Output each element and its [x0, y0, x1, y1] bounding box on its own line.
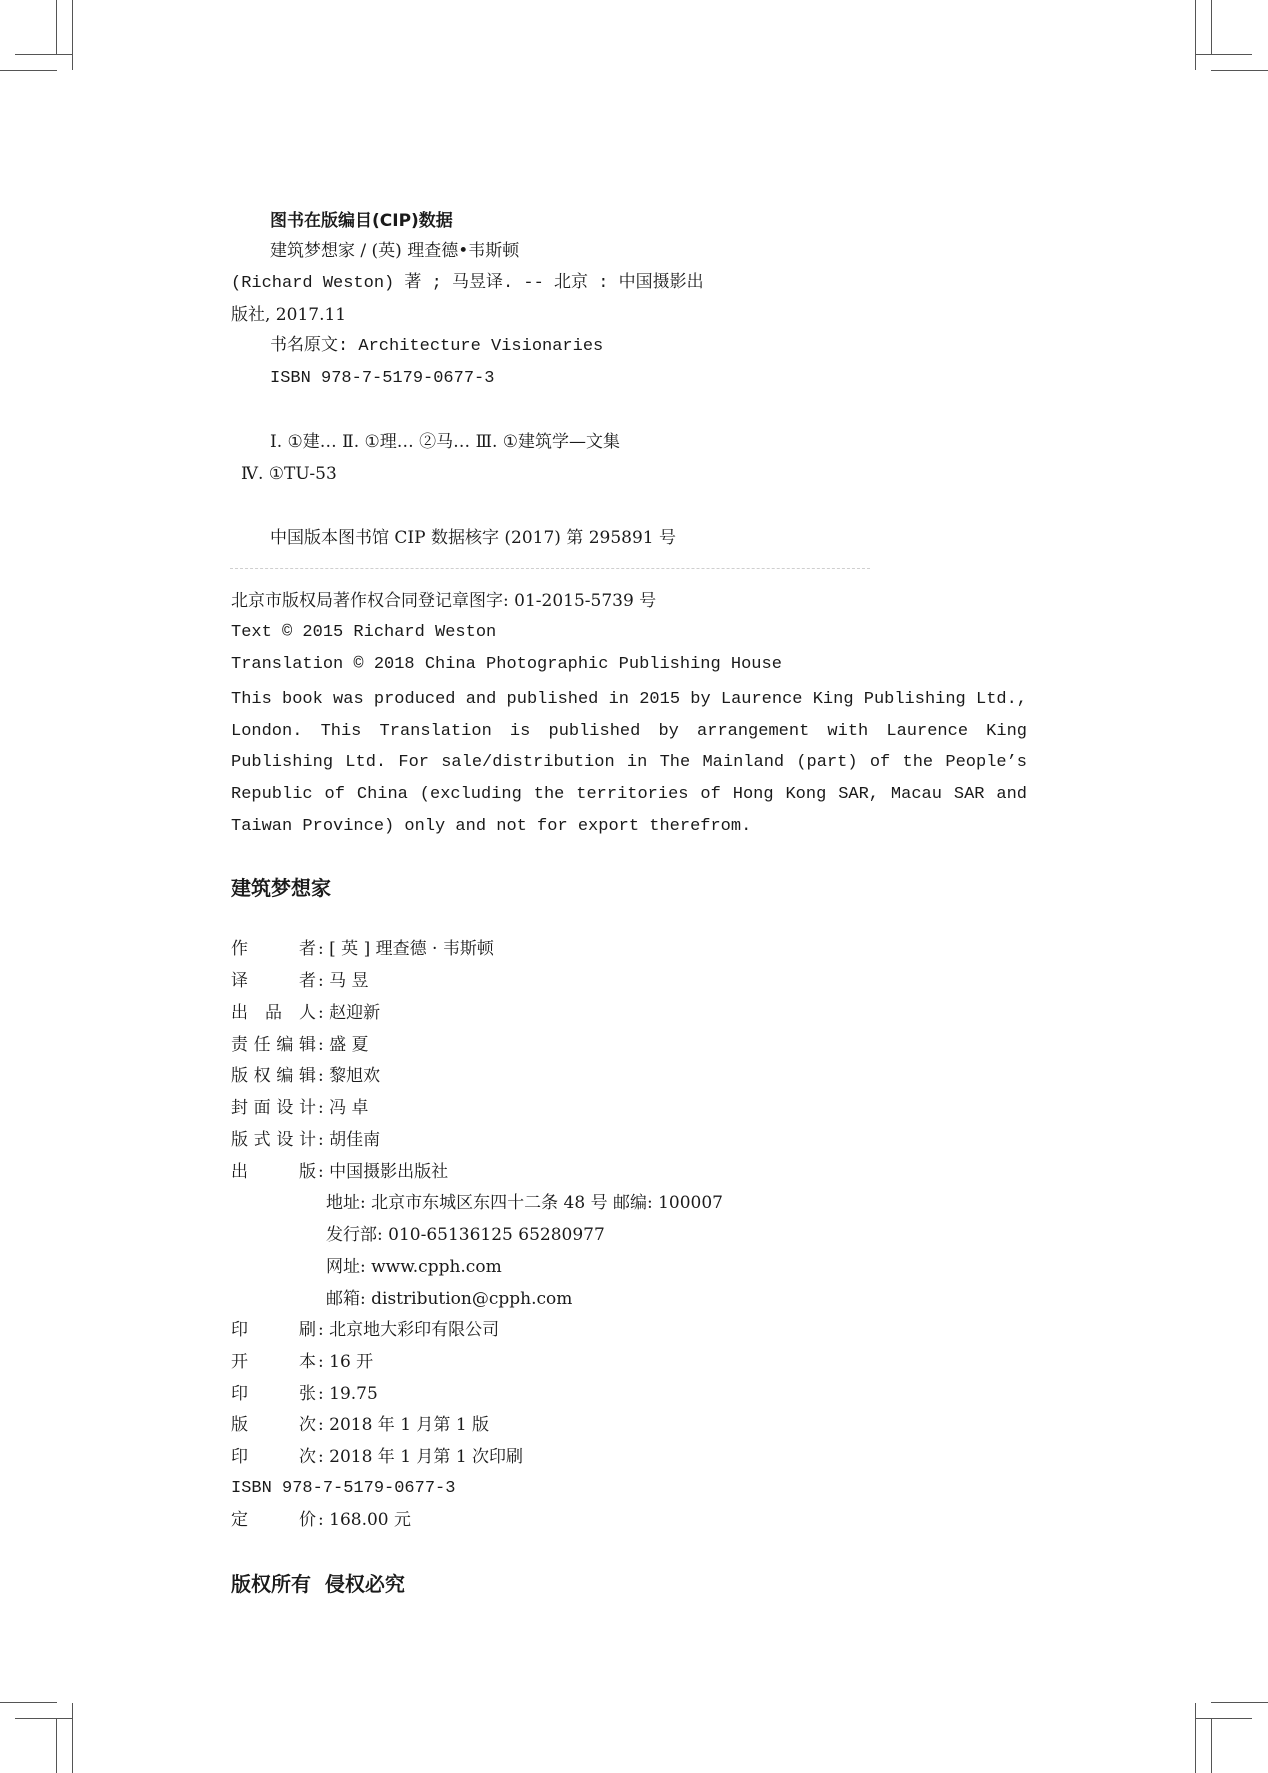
- publisher-address: 地址: 北京市东城区东四十二条 48 号 邮编: 100007: [326, 1193, 724, 1213]
- spec-label-edition: 版次: [231, 1415, 316, 1435]
- credit-label-layout-design: 版式设计: [231, 1130, 316, 1150]
- credit-label-translator: 译者: [231, 971, 316, 991]
- spec-value-sheets: : 19.75: [318, 1384, 378, 1404]
- credit-value-author: : [ 英 ] 理查德 · 韦斯顿: [318, 939, 494, 959]
- crop-mark-top-left-h2: [15, 54, 73, 55]
- spec-value-edition: : 2018 年 1 月第 1 版: [318, 1415, 490, 1435]
- book-title: 建筑梦想家: [231, 876, 331, 900]
- crop-mark-bottom-left-v: [72, 1703, 73, 1773]
- cip-line-isbn: ISBN 978-7-5179-0677-3: [270, 369, 495, 388]
- credit-label-publisher: 出版: [231, 1162, 316, 1182]
- crop-mark-bottom-right-h2: [1195, 1718, 1252, 1719]
- spec-value-printer: : 北京地大彩印有限公司: [318, 1320, 500, 1340]
- credit-value-layout-design: : 胡佳南: [318, 1130, 381, 1150]
- crop-mark-top-left-h: [0, 70, 57, 71]
- crop-mark-bottom-left-v2: [56, 1718, 57, 1773]
- cip-line-record-number: 中国版本图书馆 CIP 数据核字 (2017) 第 295891 号: [270, 528, 677, 548]
- crop-mark-bottom-right-h: [1211, 1702, 1268, 1703]
- crop-mark-top-right-v: [1195, 0, 1196, 70]
- spec-label-printer: 印刷: [231, 1320, 316, 1340]
- credit-label-author: 作者: [231, 939, 316, 959]
- credit-value-editor: : 盛 夏: [318, 1035, 369, 1055]
- crop-mark-bottom-right-v2: [1211, 1718, 1212, 1773]
- publisher-email: 邮箱: distribution@cpph.com: [326, 1289, 573, 1309]
- book-isbn: ISBN 978-7-5179-0677-3: [231, 1479, 456, 1498]
- cip-line-author-translator: (Richard Weston) 著 ; 马昱译. -- 北京 : 中国摄影出: [231, 274, 704, 293]
- credit-label-rights-editor: 版权编辑: [231, 1066, 316, 1086]
- text-copyright: Text © 2015 Richard Weston: [231, 623, 497, 642]
- credit-label-cover-design: 封面设计: [231, 1098, 316, 1118]
- price-value: : 168.00 元: [318, 1510, 412, 1530]
- cip-line-classification-2: Ⅳ. ①TU-53: [241, 464, 337, 484]
- crop-mark-bottom-right-v: [1195, 1703, 1196, 1773]
- cip-line-title-author: 建筑梦想家 / (英) 理查德•韦斯顿: [270, 241, 520, 261]
- cip-line-classification-1: Ⅰ. ①建… Ⅱ. ①理… ②马… Ⅲ. ①建筑学—文集: [270, 432, 621, 452]
- cip-line-publisher-date: 版社, 2017.11: [231, 305, 347, 325]
- credit-value-translator: : 马 昱: [318, 971, 369, 991]
- crop-mark-top-right-h: [1211, 70, 1268, 71]
- translation-copyright: Translation © 2018 China Photographic Publishing House: [231, 655, 782, 674]
- cip-title: 图书在版编目(CIP)数据: [270, 211, 453, 231]
- spec-value-format: : 16 开: [318, 1352, 374, 1372]
- publisher-website: 网址: www.cpph.com: [326, 1257, 502, 1277]
- rights-paragraph: This book was produced and published in 2015 by Laurence King Publishing Ltd., London. This Translation is published by arrangement with Laurence King Publishing Ltd. For sale/distribution in The Mainland (part) of the People’s Republic of China (excluding the territories of Hong Kong SAR, Macau SAR and Taiwan Province) only and not for export therefrom.: [231, 690, 1027, 836]
- credit-value-producer: : 赵迎新: [318, 1003, 381, 1023]
- crop-mark-bottom-left-h: [0, 1702, 57, 1703]
- credit-value-publisher: : 中国摄影出版社: [318, 1162, 449, 1182]
- crop-mark-bottom-left-h2: [15, 1718, 73, 1719]
- cip-line-original-title: 书名原文: Architecture Visionaries: [270, 337, 604, 356]
- credit-value-rights-editor: : 黎旭欢: [318, 1066, 381, 1086]
- spec-label-sheets: 印张: [231, 1384, 316, 1404]
- credit-label-producer: 出品人: [231, 1003, 316, 1023]
- crop-mark-top-left-v2: [56, 0, 57, 54]
- spec-value-printing: : 2018 年 1 月第 1 次印刷: [318, 1447, 524, 1467]
- price-label: 定价: [231, 1510, 316, 1530]
- credit-label-editor: 责任编辑: [231, 1035, 316, 1055]
- publisher-distribution-phone: 发行部: 010-65136125 65280977: [326, 1225, 605, 1245]
- crop-mark-top-left-v: [72, 0, 73, 70]
- crop-mark-top-right-h2: [1195, 54, 1252, 55]
- spec-label-printing: 印次: [231, 1447, 316, 1467]
- section-divider: [230, 568, 870, 569]
- credit-value-cover-design: : 冯 卓: [318, 1098, 369, 1118]
- rights-reserved-notice: 版权所有 侵权必究: [231, 1572, 405, 1596]
- crop-mark-top-right-v2: [1211, 0, 1212, 54]
- copyright-registration: 北京市版权局著作权合同登记章图字: 01-2015-5739 号: [231, 591, 657, 611]
- spec-label-format: 开本: [231, 1352, 316, 1372]
